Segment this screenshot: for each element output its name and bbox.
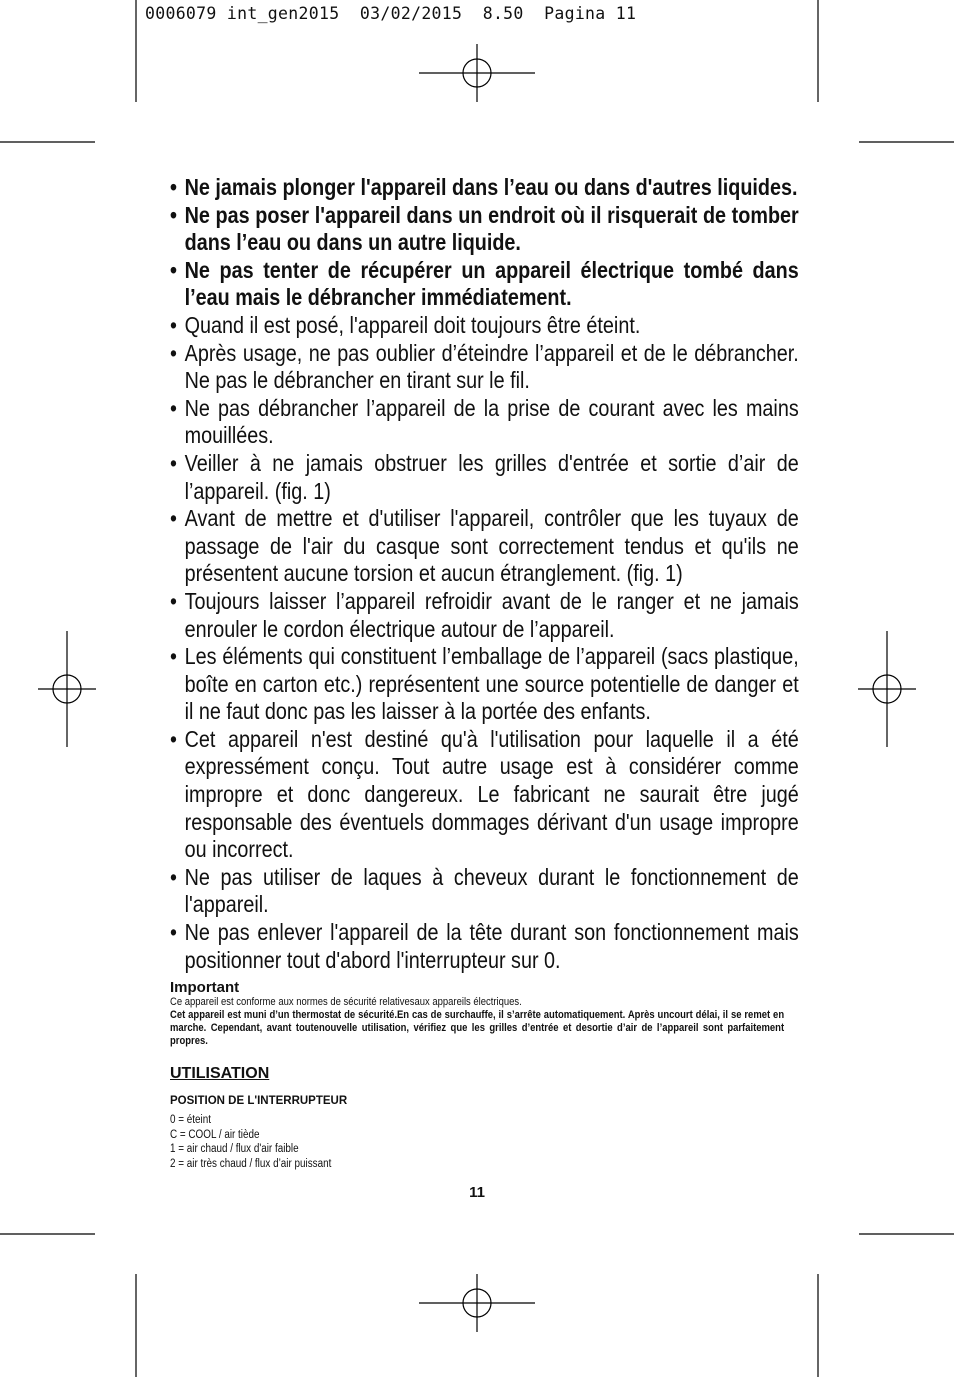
list-item: • Quand il est posé, l'appareil doit toujours être éteint. [170,312,799,340]
list-item: • Les éléments qui constituent l’emballage de l’appareil (sacs plastique, boîte en carton etc.) représentent une source potentielle de danger et il ne faut donc pas les laisser à la portée des enfants. [170,643,799,726]
important-note: Ce appareil est conforme aux normes de sécurité relativesaux appareils électriques. [170,996,522,1009]
page-number: 11 [469,1184,485,1201]
safety-instructions-list [170,174,799,974]
list-item: 2 = air très chaud / flux d’air puissant [170,1157,332,1170]
list-item: • Ne pas tenter de récupérer un appareil électrique tombé dans l’eau mais le débrancher immédiatement. [170,257,799,312]
list-item: • Ne pas poser l'appareil dans un endroit où il risquerait de tomber dans l’eau ou dans un autre liquide. [170,202,799,257]
utilisation-heading: UTILISATION [170,1065,270,1083]
thermostat-note: Cet appareil est muni d’un thermostat de sécurité.En cas de surchauffe, il s’arrête automatiquement. Après uncourt délai, il se remet en marche. Cependant, avant toutenouvelle utilisation, vérifiez que les grilles d’entrée et desortie d’air de l’appareil sont parfaitement propres. [170,1009,785,1048]
list-item: • Veiller à ne jamais obstruer les grilles d'entrée et sortie d’air de l’appareil. (fig. 1) [170,450,799,505]
list-item: • Ne jamais plonger l'appareil dans l’eau ou dans d'autres liquides. [170,174,799,202]
list-item: • Ne pas enlever l'appareil de la tête durant son fonctionnement mais positionner tout d'abord l'interrupteur sur 0. [170,919,799,974]
list-item: • Avant de mettre et d'utiliser l'appareil, contrôler que les tuyaux de passage de l'air du casque sont correctement tendus et qu'ils ne présentent aucune torsion et aucun étranglement. (fig. 1) [170,505,799,588]
switch-positions-list [170,1113,784,1171]
list-item: • Cet appareil n'est destiné qu'à l'utilisation pour laquelle il a été expressément conçu. Tout autre usage est à considérer comme impropre et donc dangereux. Le fabricant ne saurait être jugé responsable des éventuels dommages dérivant d'un usage impropre ou incorrect. [170,726,799,864]
list-item: 0 = éteint [170,1114,211,1127]
list-item: • Ne pas utiliser de laques à cheveux durant le fonctionnement de l'appareil. [170,864,799,919]
important-heading: Important [170,979,240,997]
list-item: • Après usage, ne pas oublier d’éteindre l’appareil et de le débrancher. Ne pas le débrancher en tirant sur le fil. [170,340,799,395]
list-item: C = COOL / air tiède [170,1128,260,1141]
page-content [170,174,799,1171]
list-item: • Toujours laisser l’appareil refroidir avant de le ranger et ne jamais enrouler le cordon électrique autour de l’appareil. [170,588,799,643]
list-item: • Ne pas débrancher l’appareil de la prise de courant avec les mains mouillées. [170,395,799,450]
list-item: 1 = air chaud / flux d'air faible [170,1143,299,1156]
switch-position-heading: POSITION DE L'INTERRUPTEUR [170,1095,348,1108]
print-slug: 0006079 int_gen2015 03/02/2015 8.50 Pagina 11 [145,4,637,23]
